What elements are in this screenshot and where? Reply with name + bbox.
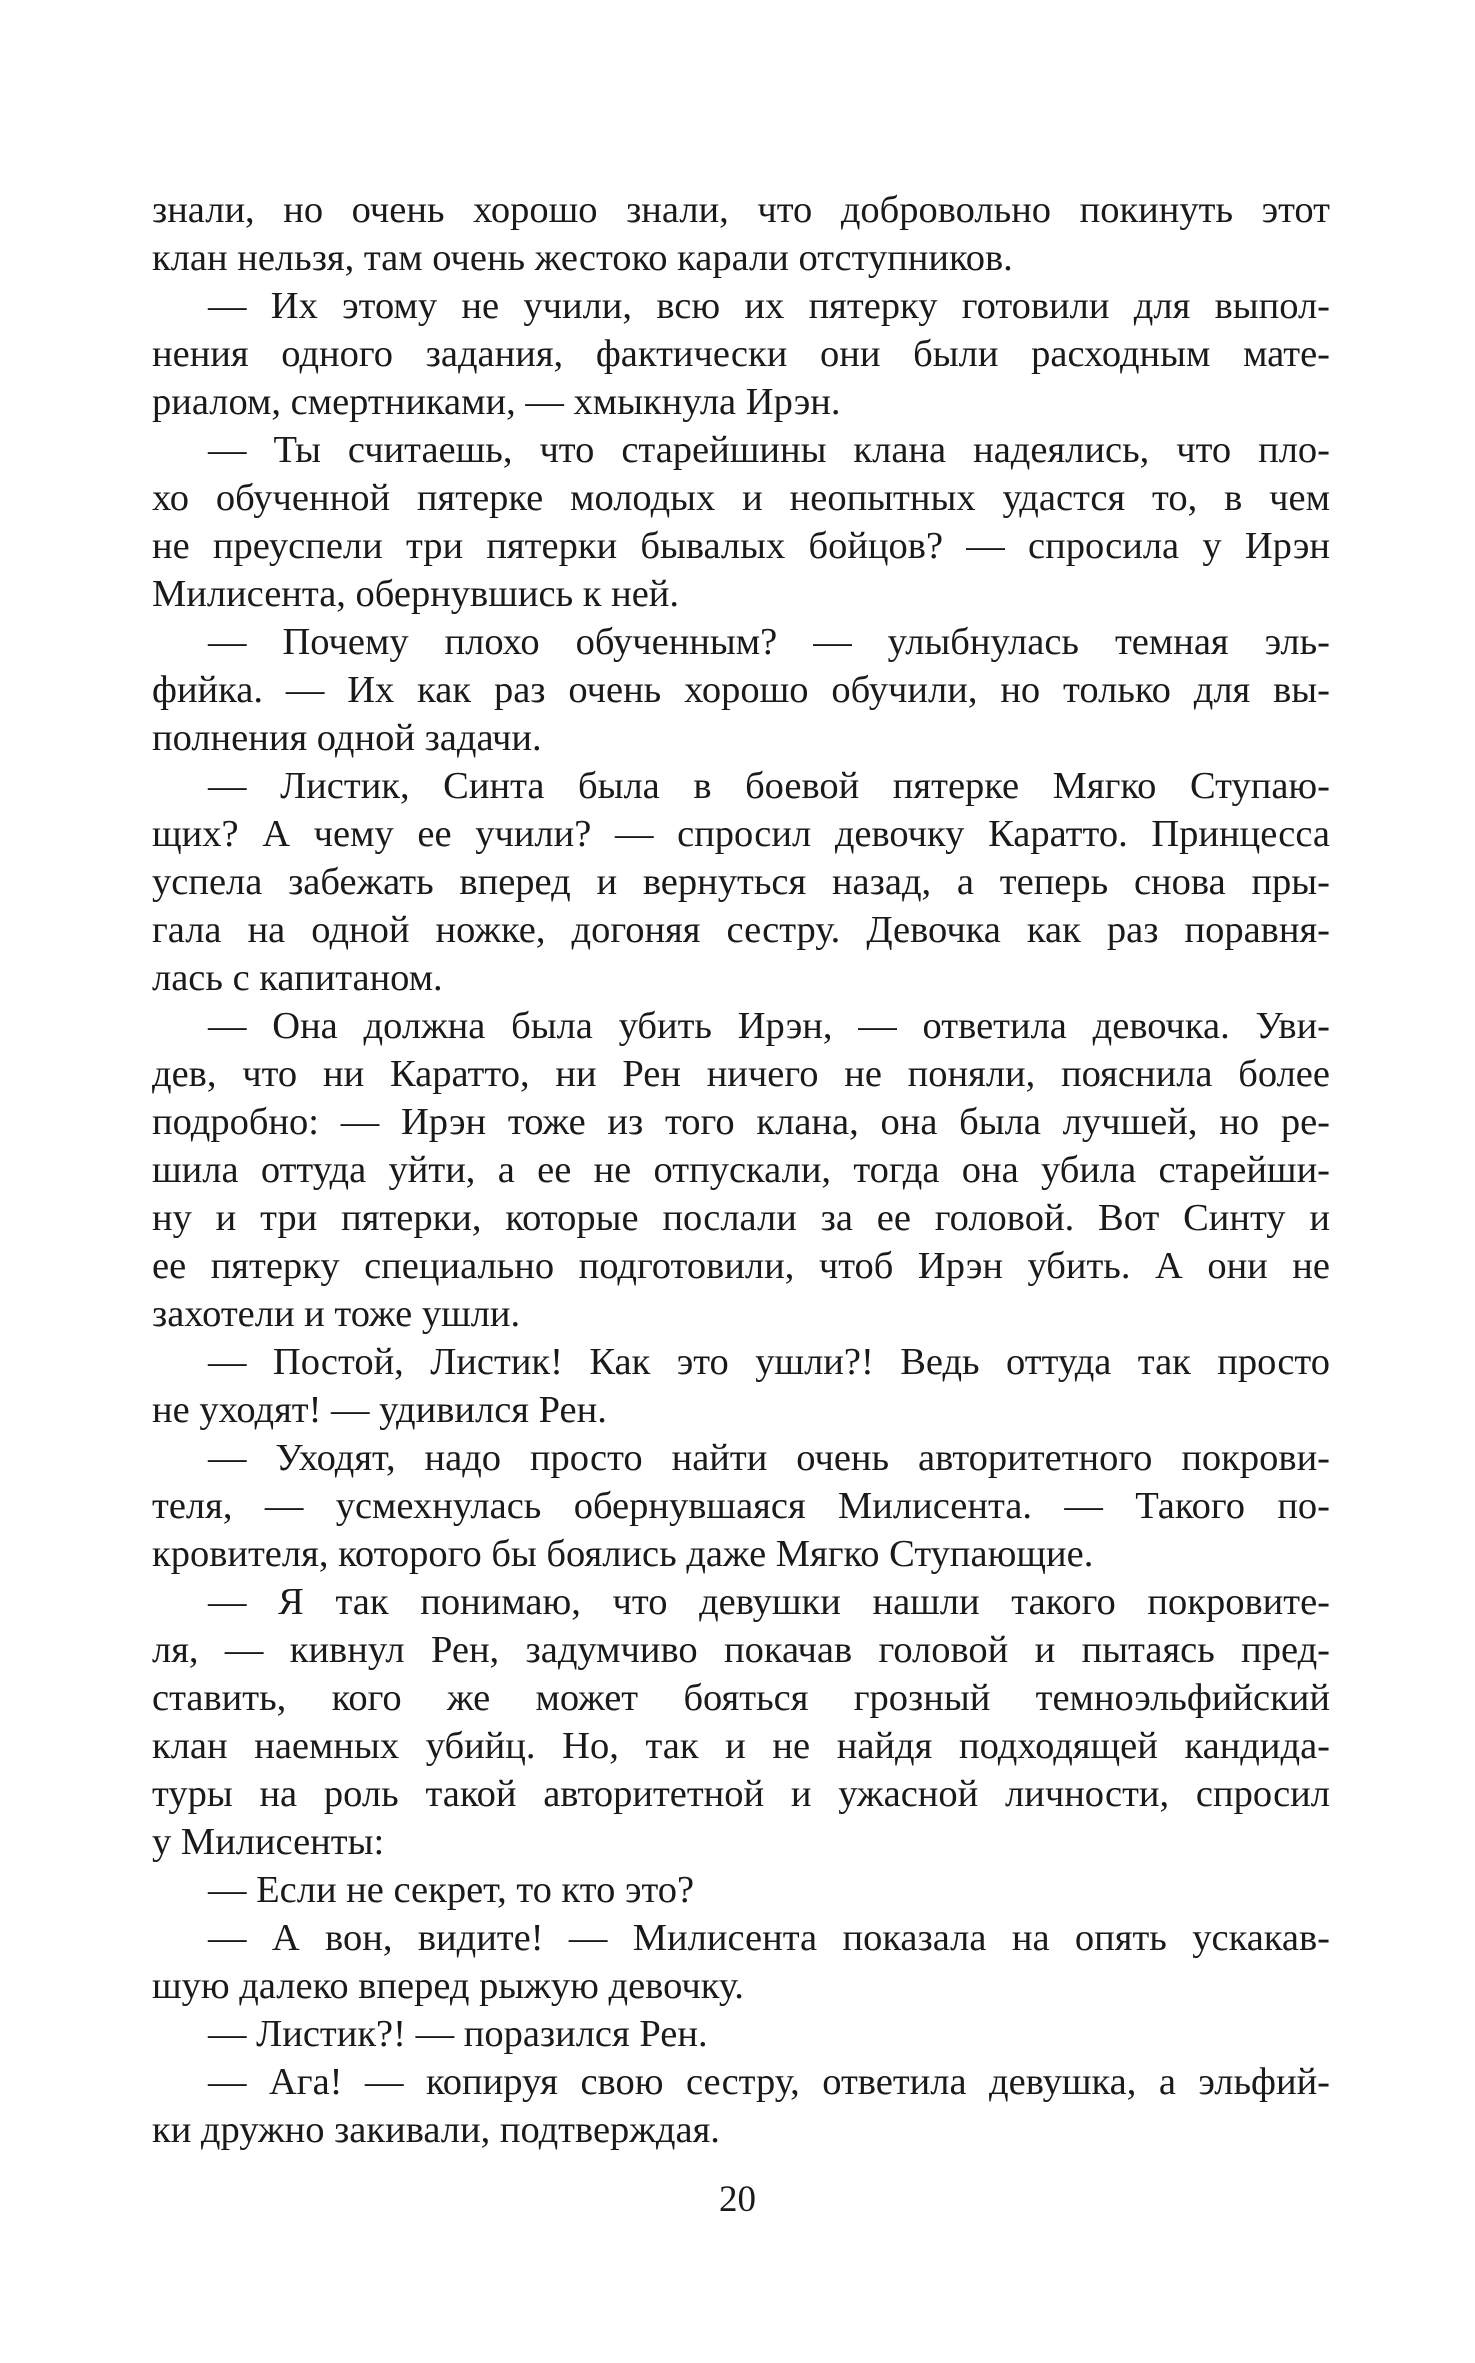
text-line: не уходят! — удивился Рен.	[152, 1389, 607, 1431]
text-line: — Листик?! — поразился Рен.	[208, 2013, 708, 2055]
text-line: риалом, смертниками, — хмыкнула Ирэн.	[152, 381, 841, 423]
text-line: — Если не секрет, то кто это?	[208, 1869, 695, 1911]
text-line: лась с капитаном.	[152, 957, 443, 999]
text-line: хо обученной пятерке молодых и неопытных удастся то, в чем	[152, 477, 1330, 519]
text-line: гала на одной ножке, догоняя сестру. Девочка как раз поравня-	[152, 909, 1330, 951]
text-line: шила оттуда уйти, а ее не отпускали, тогда она убила старейши-	[152, 1149, 1330, 1191]
text-line: дев, что ни Каратто, ни Рен ничего не поняли, пояснила более	[152, 1053, 1330, 1095]
text-line: кровителя, которого бы боялись даже Мягко Ступающие.	[152, 1533, 1094, 1575]
text-line: — Их этому не учили, всю их пятерку готовили для выпол-	[208, 285, 1330, 327]
text-line: — Уходят, надо просто найти очень авторитетного покрови-	[208, 1437, 1330, 1479]
text-line: — Она должна была убить Ирэн, — ответила девочка. Уви-	[208, 1005, 1330, 1047]
text-line: не преуспели три пятерки бывалых бойцов? — спросила у Ирэн	[152, 525, 1330, 567]
text-line: ее пятерку специально подготовили, чтоб Ирэн убить. А они не	[152, 1245, 1330, 1287]
text-line: — Я так понимаю, что девушки нашли такого покровите-	[208, 1581, 1330, 1623]
text-line: клан нельзя, там очень жестоко карали отступников.	[152, 237, 1013, 279]
text-line: теля, — усмехнулась обернувшаяся Милисента. — Такого по-	[152, 1485, 1330, 1527]
text-line: подробно: — Ирэн тоже из того клана, она была лучшей, но ре-	[152, 1101, 1330, 1143]
text-line: — Ага! — копируя свою сестру, ответила девушка, а эльфий-	[208, 2061, 1330, 2103]
page-number: 20	[719, 2179, 756, 2220]
text-line: фийка. — Их как раз очень хорошо обучили, но только для вы-	[152, 669, 1330, 711]
text-line: щих? А чему ее учили? — спросил девочку Каратто. Принцесса	[152, 813, 1330, 855]
text-line: клан наемных убийц. Но, так и не найдя подходящей кандида-	[152, 1725, 1330, 1767]
text-line: Милисента, обернувшись к ней.	[152, 573, 680, 615]
text-line: туры на роль такой авторитетной и ужасной личности, спросил	[152, 1773, 1330, 1815]
text-line: нения одного задания, фактически они были расходным мате-	[152, 333, 1330, 375]
text-line: ки дружно закивали, подтверждая.	[152, 2109, 720, 2151]
text-line: знали, но очень хорошо знали, что добровольно покинуть этот	[152, 189, 1330, 231]
text-line: ля, — кивнул Рен, задумчиво покачав головой и пытаясь пред-	[152, 1629, 1330, 1671]
text-line: ставить, кого же может бояться грозный темноэльфийский	[152, 1677, 1330, 1719]
text-line: — Листик, Синта была в боевой пятерке Мягко Ступаю-	[208, 765, 1330, 807]
text-line: успела забежать вперед и вернуться назад, а теперь снова пры-	[152, 861, 1330, 903]
text-line: — А вон, видите! — Милисента показала на опять ускакав-	[208, 1917, 1330, 1959]
text-line: — Ты считаешь, что старейшины клана надеялись, что пло-	[208, 429, 1330, 471]
text-line: полнения одной задачи.	[152, 717, 542, 759]
text-line: захотели и тоже ушли.	[152, 1293, 521, 1335]
text-line: — Постой, Листик! Как это ушли?! Ведь оттуда так просто	[208, 1341, 1330, 1383]
text-line: — Почему плохо обученным? — улыбнулась темная эль-	[208, 621, 1330, 663]
text-line: шую далеко вперед рыжую девочку.	[152, 1965, 744, 2007]
text-line: ну и три пятерки, которые послали за ее головой. Вот Синту и	[152, 1197, 1330, 1239]
text-line: у Милисенты:	[152, 1821, 385, 1863]
body-text	[152, 186, 1330, 2154]
